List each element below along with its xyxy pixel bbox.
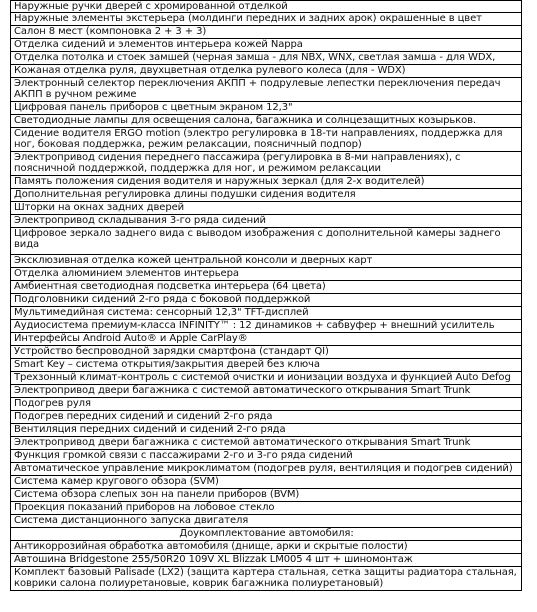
section-header: Доукомплектование автомобиля: [11,528,521,541]
table-row: Амбиентная светодиодная подсветка интерьера (64 цвета) [11,281,521,294]
table-row: Подогрев руля [11,398,521,411]
table-row: Эксклюзивная отделка кожей центральной консоли и дверных карт [11,255,521,268]
table-row: Память положения сидения водителя и наружных зеркал (для 2-х водителей) [11,176,521,189]
table-row: Вентиляция передних сидений и сидений 2-го ряда [11,424,521,437]
table-row: Отделка алюминием элементов интерьера [11,268,521,281]
equipment-table [10,0,522,591]
table-row: Цифровая панель приборов с цветным экраном 12,3" [11,102,521,115]
table-row: Дополнительная регулировка длины подушки сидения водителя [11,189,521,202]
table-row: Салон 8 мест (компоновка 2 + 3 + 3) [11,26,521,39]
table-row: Электронный селектор переключения АКПП + подрулевые лепестки переключения передач АКПП в ручном режиме [11,78,521,102]
table-row: Наружные элементы экстерьера (молдинги передних и задних арок) окрашенные в цвет [11,13,521,26]
table-row: Система камер кругового обзора (SVM) [11,476,521,489]
table-row: Отделка сидений и элементов интерьера кожей Nappa [11,39,521,52]
table-row: Интерфейсы Android Auto® и Apple CarPlay® [11,333,521,346]
table-row: Комплект базовый Palisade (LX2) (защита картера стальная, сетка защиты радиатора стальная, коврики салона полиуретановые, коврик багажника полиуретановый) [11,567,521,591]
table-row: Светодиодные лампы для освещения салона, багажника и солнцезащитных козырьков. [11,115,521,128]
table-row: Устройство беспроводной зарядки смартфона (стандарт QI) [11,346,521,359]
table-row: Аудиосистема премиум-класса INFINITY™ : 12 динамиков + сабвуфер + внешний усилитель [11,320,521,333]
table-row: Smart Key – система открытия/закрытия дверей без ключа [11,359,521,372]
table-row: Автошина Bridgestone 255/50R20 109V XL Blizzak LM005 4 шт + шиномонтаж [11,554,521,567]
table-row: Наружные ручки дверей с хромированной отделкой [11,0,521,13]
table-row: Мультимедийная система: сенсорный 12,3" TFT-дисплей [11,307,521,320]
table-row: Функция громкой связи с пассажирами 2-го и 3-го ряда сидений [11,450,521,463]
table-row: Электропривод двери багажника с системой автоматического открывания Smart Trunk [11,385,521,398]
table-row: Шторки на окнах задних дверей [11,202,521,215]
table-row: Отделка потолка и стоек замшей (черная замша - для NBX, WNX, светлая замша - для WDX, [11,52,521,65]
table-row: Система обзора слепых зон на панели приборов (BVM) [11,489,521,502]
table-row: Цифровое зеркало заднего вида с выводом изображения с дополнительной камеры заднего вида [11,228,521,255]
table-row: Электропривод двери багажника с системой автоматического открывания Smart Trunk [11,437,521,450]
table-row: Подогрев передних сидений и сидений 2-го ряда [11,411,521,424]
table-row: Подголовники сидений 2-го ряда с боковой поддержкой [11,294,521,307]
table-row: Проекция показаний приборов на лобовое стекло [11,502,521,515]
table-row: Электропривод складывания 3-го ряда сидений [11,215,521,228]
table-row: Трехзонный климат-контроль с системой очистки и ионизации воздуха и функцией Auto Defog [11,372,521,385]
table-row: Кожаная отделка руля, двухцветная отделка рулевого колеса (для - WDX) [11,65,521,78]
table-row: Электропривод сидения переднего пассажира (регулировка в 8-ми направлениях), с поясничной поддержкой, поддержка для ног, и режимом релаксации [11,152,521,176]
table-row: Система дистанционного запуска двигателя [11,515,521,528]
table-row: Автоматическое управление микроклиматом (подогрев руля, вентиляция и подогрев сидений) [11,463,521,476]
table-row: Антикоррозийная обработка автомобиля (днище, арки и скрытые полости) [11,541,521,554]
table-row: Сидение водителя ERGO motion (электро регулировка в 18-ти направлениях, поддержка для ног, боковая поддержка, режим релаксации, поясничный подпор) [11,128,521,152]
